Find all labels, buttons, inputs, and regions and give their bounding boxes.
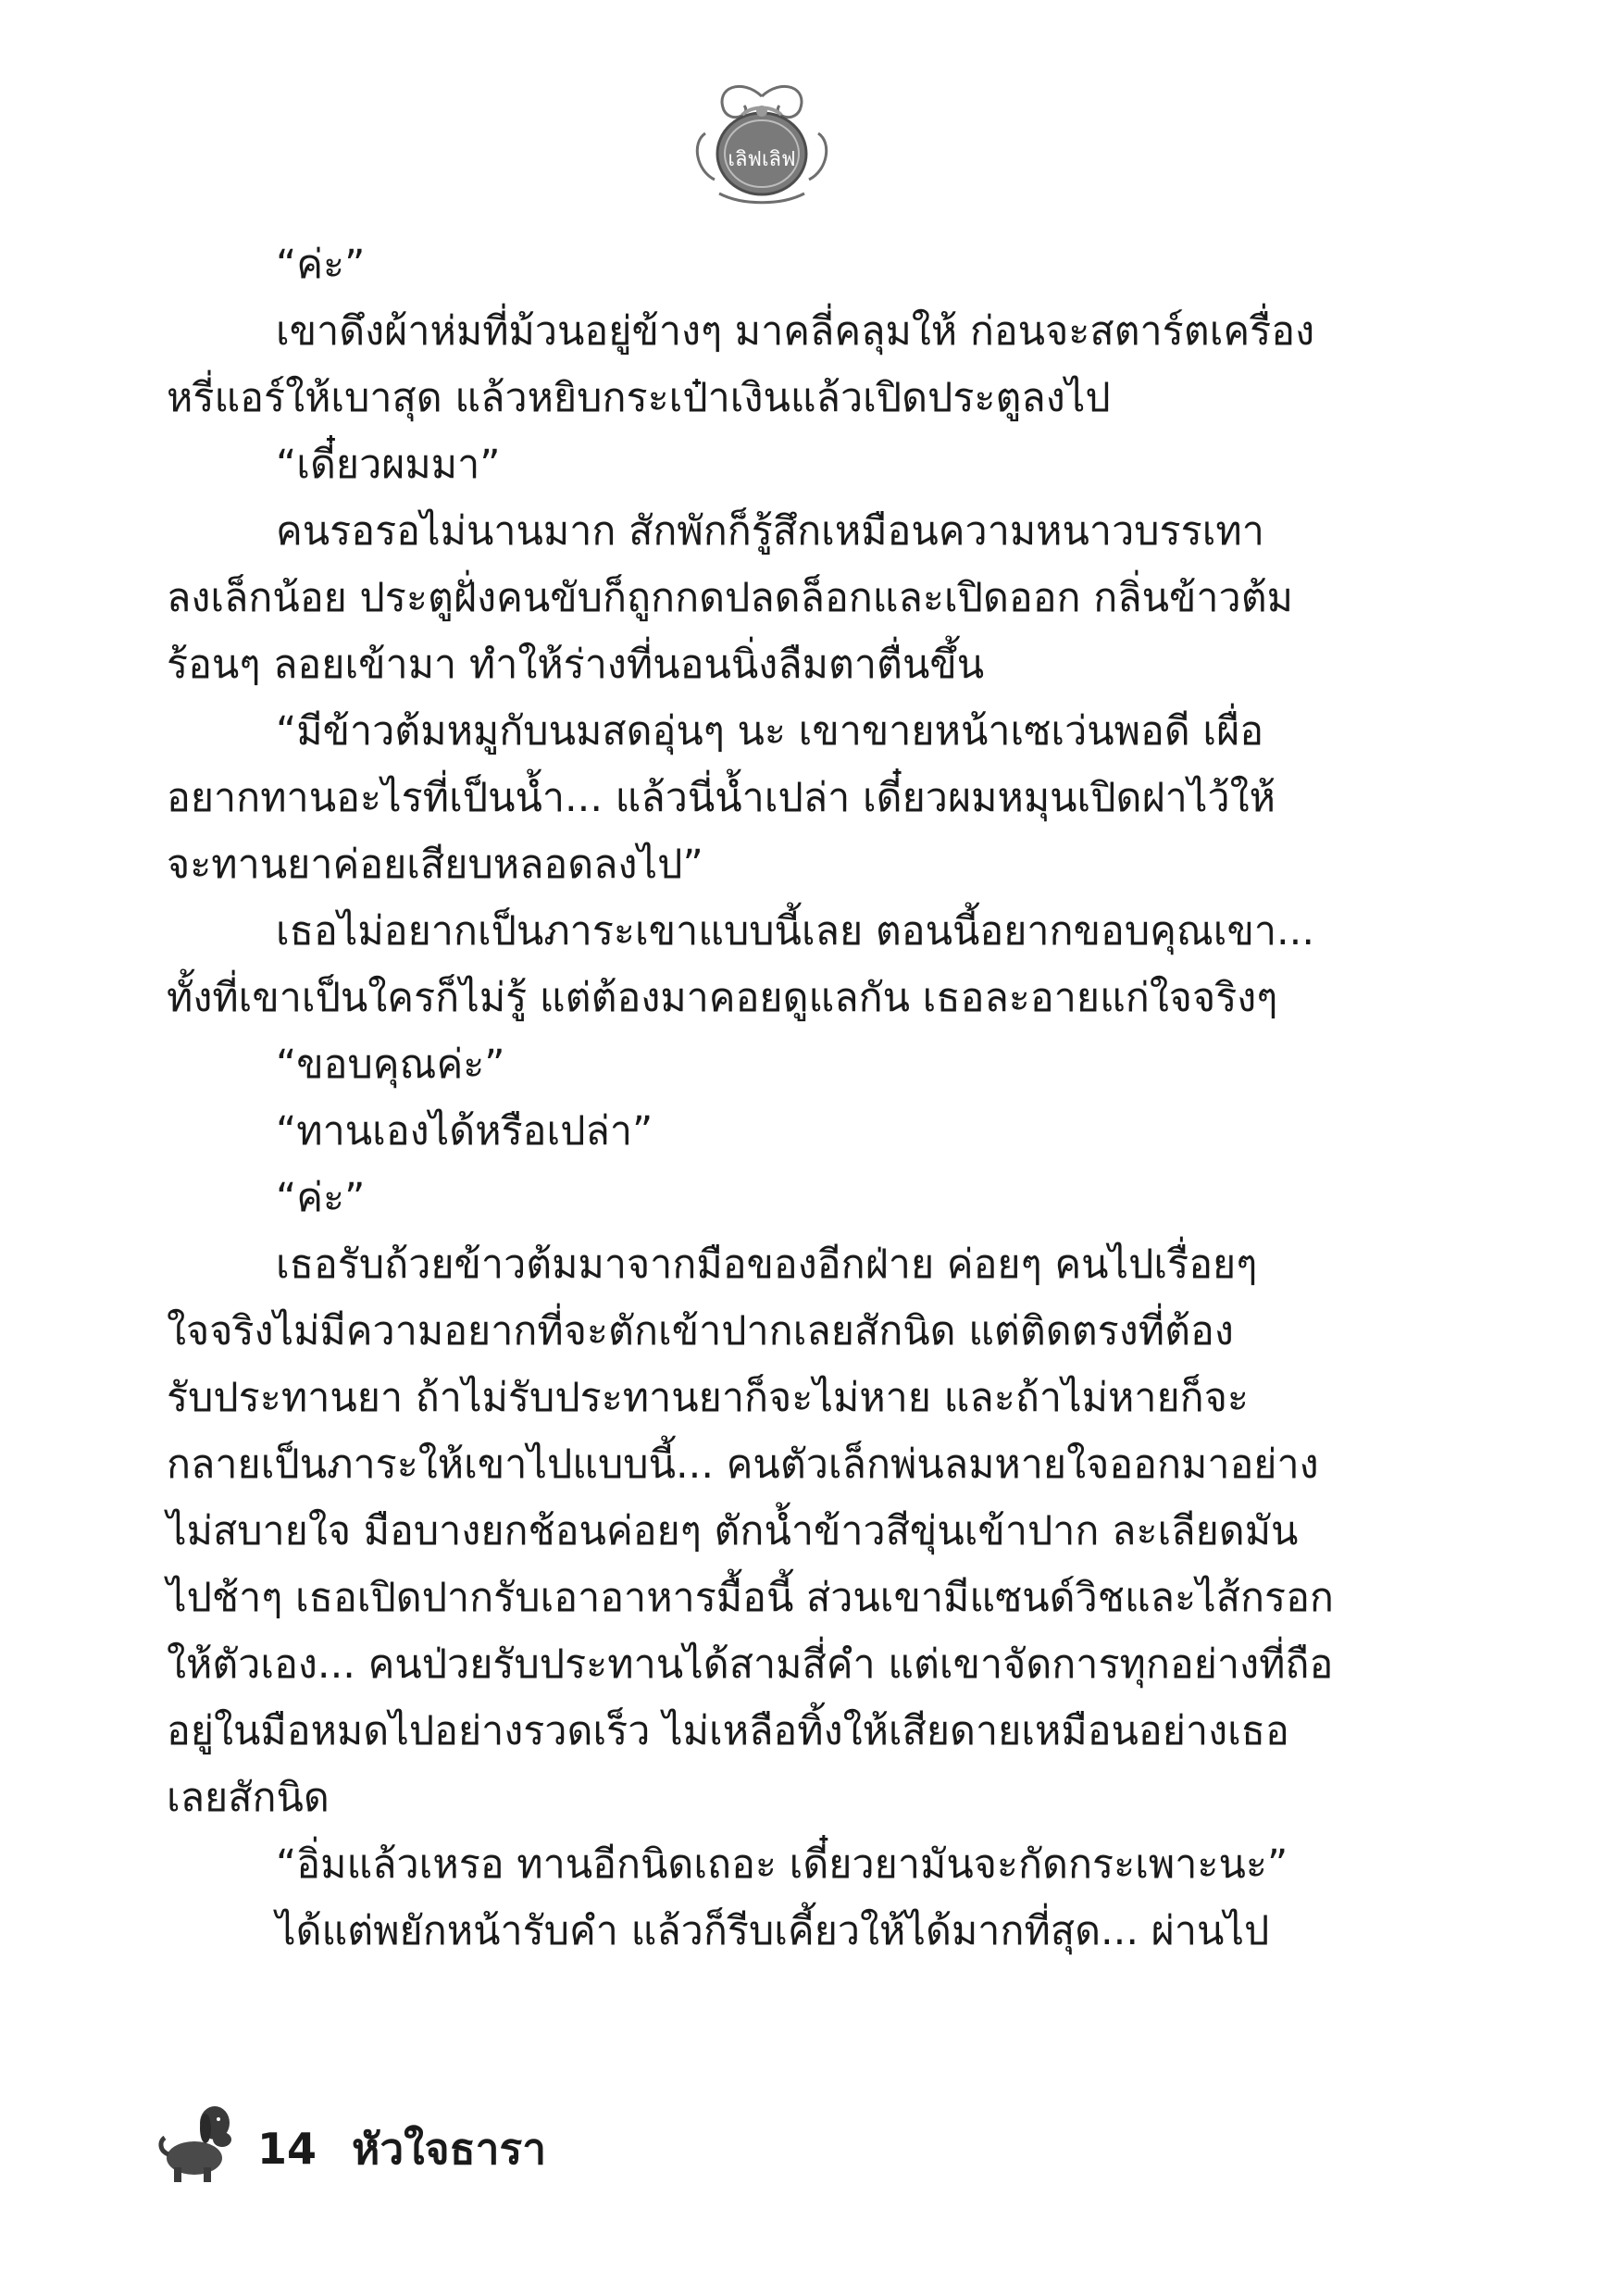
text-line: “ทานเองได้หรือเปล่า” — [276, 1108, 653, 1154]
text-line: “มีข้าวต้มหมูกับนมสดอุ่นๆ นะ เขาขายหน้าเซเว่นพอดี เผื่อ — [276, 708, 1264, 755]
text-line: “อิ่มแล้วเหรอ ทานอีกนิดเถอะ เดี๋ยวยามันจะกัดกระเพาะนะ” — [276, 1841, 1288, 1888]
text-line: ลงเล็กน้อย ประตูฝั่งคนขับก็ถูกกดปลดล็อกและเปิดออก กลิ่นข้าวต้ม — [167, 575, 1293, 621]
page-footer — [157, 2094, 546, 2187]
text-line: เขาดึงผ้าห่มที่ม้วนอยู่ข้างๆ มาคลี่คลุมให้ ก่อนจะสตาร์ตเครื่อง — [276, 308, 1315, 355]
text-line: เธอไม่อยากเป็นภาระเขาแบบนี้เลย ตอนนี้อยากขอบคุณเขา... — [276, 908, 1315, 955]
text-line: อยากทานอะไรที่เป็นน้ำ... แล้วนี่น้ำเปล่า เดี๋ยวผมหมุนเปิดฝาไว้ให้ — [167, 775, 1276, 821]
text-line: “ค่ะ” — [276, 1175, 366, 1221]
text-line: จะทานยาค่อยเสียบหลอดลงไป” — [167, 842, 703, 888]
text-line: ให้ตัวเอง... คนป่วยรับประทานได้สามสี่คำ แต่เขาจัดการทุกอย่างที่ถือ — [167, 1641, 1334, 1688]
text-line: ใจจริงไม่มีความอยากที่จะตักเข้าปากเลยสักนิด แต่ติดตรงที่ต้อง — [167, 1308, 1234, 1354]
text-line: คนรอรอไม่นานมาก สักพักก็รู้สึกเหมือนความหนาวบรรเทา — [276, 508, 1264, 555]
text-line: ไม่สบายใจ มือบางยกช้อนค่อยๆ ตักน้ำข้าวสีขุ่นเข้าปาก ละเลียดมัน — [167, 1508, 1299, 1554]
text-line: ทั้งที่เขาเป็นใครก็ไม่รู้ แต่ต้องมาคอยดูแลกัน เธอละอายแก่ใจจริงๆ — [167, 975, 1278, 1021]
text-line: กลายเป็นภาระให้เขาไปแบบนี้... คนตัวเล็กพ่นลมหายใจออกมาอย่าง — [167, 1441, 1319, 1488]
text-line: อยู่ในมือหมดไปอย่างรวดเร็ว ไม่เหลือทิ้งให้เสียดายเหมือนอย่างเธอ — [167, 1708, 1289, 1754]
header-logo — [687, 78, 837, 207]
page-number: 14 — [257, 2124, 317, 2174]
text-line: เธอรับถ้วยข้าวต้มมาจากมือของอีกฝ่าย ค่อยๆ คนไปเรื่อยๆ — [276, 1242, 1258, 1288]
text-line: ไปช้าๆ เธอเปิดปากรับเอาอาหารมื้อนี้ ส่วนเขามีแซนด์วิชและไส้กรอก — [167, 1575, 1334, 1621]
text-line: “ค่ะ” — [276, 242, 366, 288]
dog-icon — [157, 2095, 246, 2186]
text-line: หรี่แอร์ให้เบาสุด แล้วหยิบกระเป๋าเงินแล้วเปิดประตูลงไป — [167, 375, 1111, 421]
story-body — [167, 231, 1361, 1965]
text-line: ร้อนๆ ลอยเข้ามา ทำให้ร่างที่นอนนิ่งลืมตาตื่นขึ้น — [167, 642, 985, 688]
text-line: “เดี๋ยวผมมา” — [276, 442, 501, 488]
book-title: หัวใจธารา — [352, 2123, 547, 2174]
text-line: เลยสักนิด — [167, 1775, 330, 1821]
text-line: ได้แต่พยักหน้ารับคำ แล้วก็รีบเคี้ยวให้ได้มากที่สุด... ผ่านไป — [276, 1908, 1270, 1954]
logo-text: เลิฟเลิฟ — [728, 148, 796, 171]
text-line: รับประทานยา ถ้าไม่รับประทานยาก็จะไม่หาย และถ้าไม่หายก็จะ — [167, 1375, 1249, 1421]
text-line: “ขอบคุณค่ะ” — [276, 1042, 505, 1088]
